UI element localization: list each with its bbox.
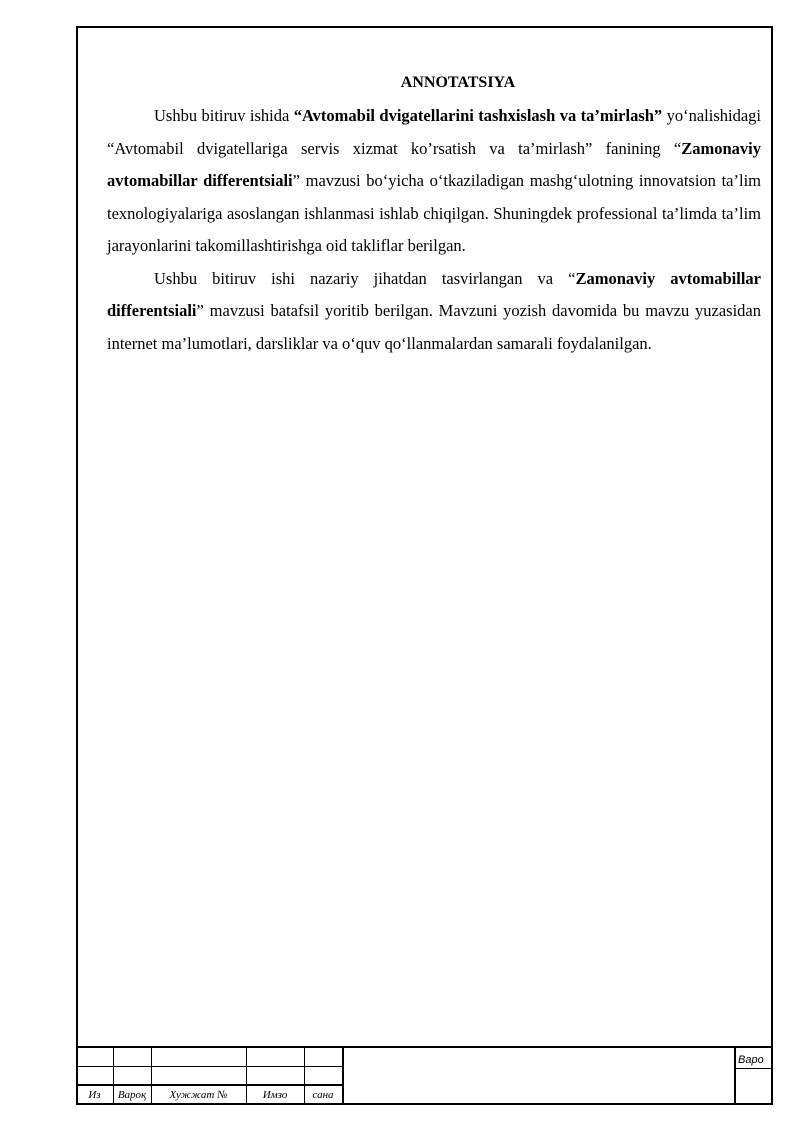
p1-run-2: “Avtomabil dvigatellarini tashxislash va ta’mirlash”: [293, 106, 663, 125]
document-body: [107, 74, 761, 360]
sheet-label: Варо: [738, 1054, 764, 1066]
title-block: [76, 1046, 773, 1105]
stamp-row-line: [734, 1068, 773, 1069]
paragraph-2: [107, 263, 761, 361]
p1-run-3: yo‘nalishidagi “Avtomabil dvigatellariga servis xizmat ko’rsatish va ta’mirlash” fanining “: [107, 106, 761, 158]
stamp-label-varaq: Вароқ: [117, 1089, 147, 1101]
paragraph-1: [107, 100, 761, 263]
p1-run-1: Ushbu bitiruv ishida: [154, 106, 294, 125]
stamp-label-imzo: Имзо: [262, 1089, 288, 1101]
stamp-row-line: [76, 1084, 342, 1086]
p2-run-2: Zamonaviy avtomabillar differentsiali: [107, 268, 761, 320]
p1-run-5: ” mavzusi bo‘yicha o‘tkaziladigan mashg‘ulotning innovatsion ta’lim texnologiyalariga asoslangan ishlanmasi ishlab chiqilgan. Shuningdek professional ta’limda ta’lim jarayonlarini takomillashtirishga oid takliflar berilgan.: [107, 171, 761, 255]
p2-run-1: Ushbu bitiruv ishi nazariy jihatdan tasvirlangan va “: [154, 268, 576, 288]
stamp-label-hujjat: Хужжат №: [169, 1089, 228, 1101]
p1-run-4: Zamonaviy avtomabillar differentsiali: [107, 138, 761, 190]
document-title: ANNOTATSIYA: [400, 74, 516, 91]
p2-run-3: ” mavzusi batafsil yoritib berilgan. Mavzuni yozish davomida bu mavzu yuzasidan internet ma’lumotlari, darsliklar va o‘quv qo‘llanmalardan samarali foydalanilgan.: [107, 301, 761, 353]
stamp-divider: [734, 1048, 736, 1105]
stamp-label-sana: сана: [312, 1089, 334, 1101]
stamp-divider: [342, 1048, 344, 1105]
stamp-row-line: [76, 1066, 342, 1067]
stamp-label-iz: Из: [88, 1089, 101, 1101]
